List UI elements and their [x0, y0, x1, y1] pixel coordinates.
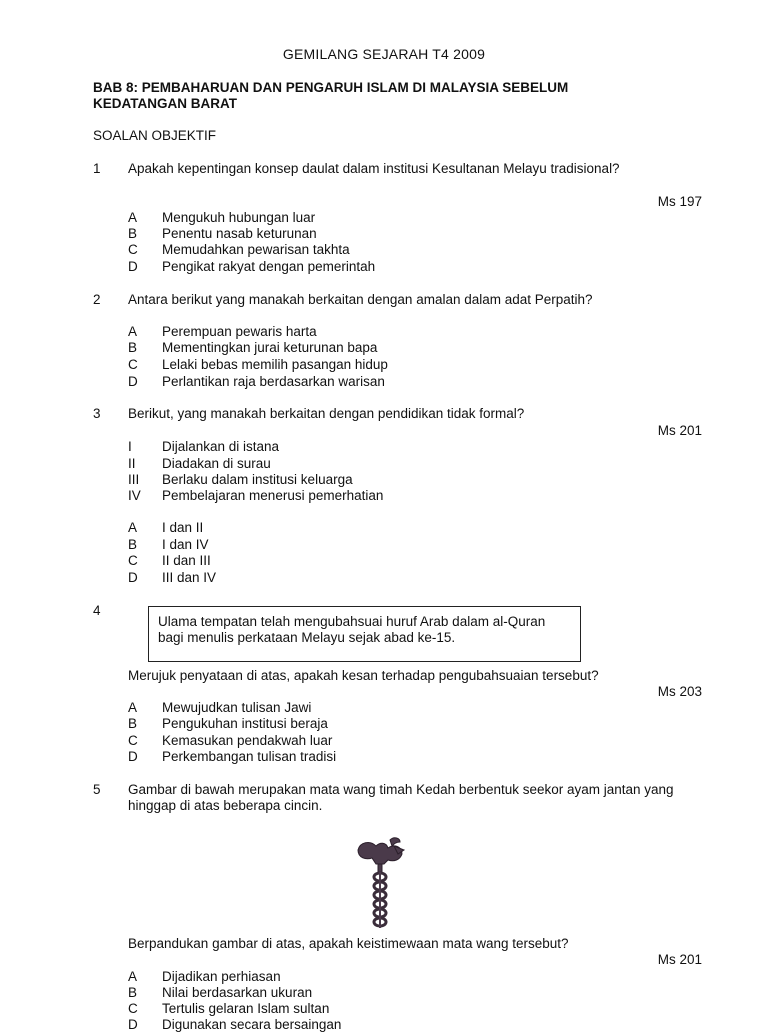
q2-option-c-letter: C	[128, 357, 138, 372]
q2-option-d-letter: D	[128, 374, 138, 389]
q3-statement-ii: Diadakan di surau	[162, 456, 271, 471]
chapter-heading	[93, 80, 568, 112]
q3-statement-iii: Berlaku dalam institusi keluarga	[162, 472, 353, 487]
question-1-text: Apakah kepentingan konsep daulat dalam institusi Kesultanan Melayu tradisional?	[128, 161, 620, 176]
q1-option-d: Pengikat rakyat dengan pemerintah	[162, 259, 376, 274]
q3-option-a: I dan II	[162, 520, 204, 535]
q4-option-b-letter: B	[128, 716, 138, 731]
question-3-text: Berikut, yang manakah berkaitan dengan pendidikan tidak formal?	[128, 406, 525, 421]
q2-option-c: Lelaki bebas memilih pasangan hidup	[162, 357, 388, 372]
question-4-statement-line1: Ulama tempatan telah mengubahsuai huruf Arab dalam al-Quran	[158, 614, 546, 629]
q5-option-c-letter: C	[128, 1001, 138, 1016]
question-4-statement-box	[148, 606, 581, 662]
question-3-number: 3	[93, 406, 101, 421]
q5-option-d-letter: D	[128, 1017, 138, 1032]
question-4-statement-line2: bagi menulis perkataan Melayu sejak abad ke-15.	[158, 630, 456, 645]
q1-option-a: Mengukuh hubungan luar	[162, 210, 316, 225]
rooster-coin-image	[350, 836, 410, 934]
q2-option-a: Perempuan pewaris harta	[162, 324, 317, 339]
q3-option-b: I dan IV	[162, 537, 209, 552]
question-4-text: Merujuk penyataan di atas, apakah kesan terhadap pengubahsuaian tersebut?	[128, 668, 599, 683]
document-title: GEMILANG SEJARAH T4 2009	[282, 46, 486, 62]
q5-option-b-letter: B	[128, 985, 138, 1000]
q2-option-d: Perlantikan raja berdasarkan warisan	[162, 374, 385, 389]
question-4-page-ref: Ms 203	[657, 684, 702, 699]
q5-option-a-letter: A	[128, 969, 138, 984]
q3-statement-ii-numeral: II	[128, 456, 136, 471]
q1-option-b: Penentu nasab keturunan	[162, 226, 317, 241]
question-5-page-ref: Ms 201	[657, 952, 702, 967]
q1-option-a-letter: A	[128, 210, 138, 225]
q3-option-d-letter: D	[128, 570, 138, 585]
q3-statement-iv-numeral: IV	[128, 488, 141, 503]
question-5-question: Berpandukan gambar di atas, apakah keistimewaan mata wang tersebut?	[128, 936, 569, 951]
q5-option-d: Digunakan secara bersaingan	[162, 1017, 342, 1032]
q1-option-c-letter: C	[128, 242, 138, 257]
q4-option-b: Pengukuhan institusi beraja	[162, 716, 328, 731]
q5-option-b: Nilai berdasarkan ukuran	[162, 985, 313, 1000]
q1-option-d-letter: D	[128, 259, 138, 274]
q3-option-a-letter: A	[128, 520, 138, 535]
q2-option-b-letter: B	[128, 340, 138, 355]
chapter-heading-line1: BAB 8: PEMBAHARUAN DAN PENGARUH ISLAM DI MALAYSIA SEBELUM	[93, 80, 569, 95]
q3-option-c-letter: C	[128, 553, 138, 568]
q4-option-a-letter: A	[128, 700, 138, 715]
q2-option-b: Mementingkan jurai keturunan bapa	[162, 340, 378, 355]
q1-option-c: Memudahkan pewarisan takhta	[162, 242, 350, 257]
question-1-number: 1	[93, 161, 101, 176]
q5-option-a: Dijadikan perhiasan	[162, 969, 281, 984]
question-5-number: 5	[93, 782, 101, 797]
q4-option-d: Perkembangan tulisan tradisi	[162, 749, 337, 764]
q3-option-c: II dan III	[162, 553, 211, 568]
q3-statement-i-numeral: I	[128, 439, 132, 454]
q4-option-a: Mewujudkan tulisan Jawi	[162, 700, 312, 715]
q3-option-d: III dan IV	[162, 570, 217, 585]
q4-option-d-letter: D	[128, 749, 138, 764]
q1-option-b-letter: B	[128, 226, 138, 241]
q5-option-c: Tertulis gelaran Islam sultan	[162, 1001, 330, 1016]
question-5-text: Gambar di bawah merupakan mata wang timah Kedah berbentuk seekor ayam jantan yang hinggap di atas beberapa cincin.	[128, 782, 674, 813]
question-4-number: 4	[93, 603, 101, 618]
section-heading: SOALAN OBJEKTIF	[93, 128, 217, 143]
q3-statement-iii-numeral: III	[128, 472, 140, 487]
question-2-text: Antara berikut yang manakah berkaitan dengan amalan dalam adat Perpatih?	[128, 292, 593, 307]
q3-option-b-letter: B	[128, 537, 138, 552]
q3-statement-iv: Pembelajaran menerusi pemerhatian	[162, 488, 384, 503]
question-2-number: 2	[93, 292, 101, 307]
question-1-page-ref: Ms 197	[657, 194, 702, 209]
q4-option-c-letter: C	[128, 733, 138, 748]
q4-option-c: Kemasukan pendakwah luar	[162, 733, 333, 748]
q2-option-a-letter: A	[128, 324, 138, 339]
q3-statement-i: Dijalankan di istana	[162, 439, 280, 454]
chapter-heading-line2: KEDATANGAN BARAT	[93, 96, 237, 111]
question-3-page-ref: Ms 201	[657, 423, 702, 438]
